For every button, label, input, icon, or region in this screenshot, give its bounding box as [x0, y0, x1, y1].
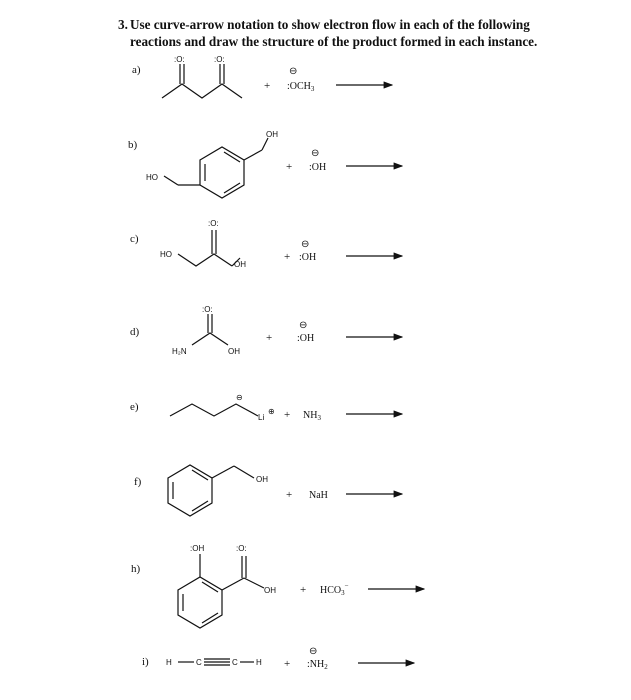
- reagent-a: $:OCH_3$: [287, 81, 315, 93]
- reagent-h: $HCO_3^-$: [320, 582, 349, 597]
- part-label-f: f): [134, 476, 142, 488]
- part-label-h: h): [131, 563, 141, 575]
- atom-h2n-d: H₂N: [172, 347, 187, 356]
- plus-i: +: [284, 658, 291, 670]
- plus-e: +: [284, 409, 291, 421]
- part-label-a: a): [132, 64, 141, 76]
- charge-neg-e: ⊖: [236, 393, 243, 402]
- atom-oh-d: OH: [228, 347, 240, 356]
- atom-o-a2: :O:: [214, 55, 225, 64]
- part-label-e: e): [130, 401, 139, 413]
- atom-li-e: Li: [258, 413, 265, 422]
- atom-oh-f: OH: [256, 475, 268, 484]
- question-text-line2: reactions and draw the structure of the product formed in each instance.: [130, 34, 538, 49]
- atom-ho-c: HO: [160, 250, 172, 259]
- structure-d: [192, 314, 228, 345]
- charge-a: ⊖: [289, 66, 298, 77]
- part-label-d: d): [130, 326, 140, 338]
- atom-c-i1: C: [196, 658, 202, 667]
- atom-h-i1: H: [166, 658, 172, 667]
- reagent-f: NaH: [309, 490, 328, 501]
- question-text-line1: Use curve-arrow notation to show electron flow in each of the following: [130, 17, 530, 32]
- part-label-i: i): [142, 656, 149, 668]
- structure-b: [164, 138, 268, 198]
- atom-ho-b: HO: [146, 173, 158, 182]
- atom-o-d: :O:: [202, 305, 213, 314]
- plus-b: +: [286, 161, 293, 173]
- atom-c-i2: C: [232, 658, 238, 667]
- plus-h: +: [300, 584, 307, 596]
- atom-o-h: :O:: [236, 544, 247, 553]
- reagent-c: :OH: [299, 252, 317, 263]
- charge-pos-e: ⊕: [268, 407, 275, 416]
- plus-a: +: [264, 80, 271, 92]
- reagent-b: :OH: [309, 162, 327, 173]
- structure-i: [178, 659, 254, 665]
- atom-oh-c: OH: [234, 260, 246, 269]
- charge-b: ⊖: [311, 148, 320, 159]
- plus-d: +: [266, 332, 273, 344]
- atom-h-i2: H: [256, 658, 262, 667]
- atom-o-c: :O:: [208, 219, 219, 228]
- part-label-b: b): [128, 139, 138, 151]
- atom-o-a1: :O:: [174, 55, 185, 64]
- structure-h: [178, 554, 264, 628]
- reagent-e: $NH_3$: [303, 410, 321, 422]
- question-number: 3.: [118, 17, 128, 32]
- charge-c: ⊖: [301, 239, 310, 250]
- structure-c: [178, 230, 240, 266]
- structure-f: [168, 465, 254, 516]
- atom-oh-h: :OH: [190, 544, 205, 553]
- structure-e: [170, 404, 258, 416]
- charge-i: ⊖: [309, 646, 318, 657]
- reagent-d: :OH: [297, 333, 315, 344]
- plus-c: +: [284, 251, 291, 263]
- reagent-i: $:NH_2$: [307, 659, 328, 671]
- atom-oh-b: OH: [266, 130, 278, 139]
- plus-f: +: [286, 489, 293, 501]
- structure-a: [162, 64, 242, 98]
- part-label-c: c): [130, 233, 139, 245]
- charge-d: ⊖: [299, 320, 308, 331]
- atom-oh-h2: OH: [264, 586, 276, 595]
